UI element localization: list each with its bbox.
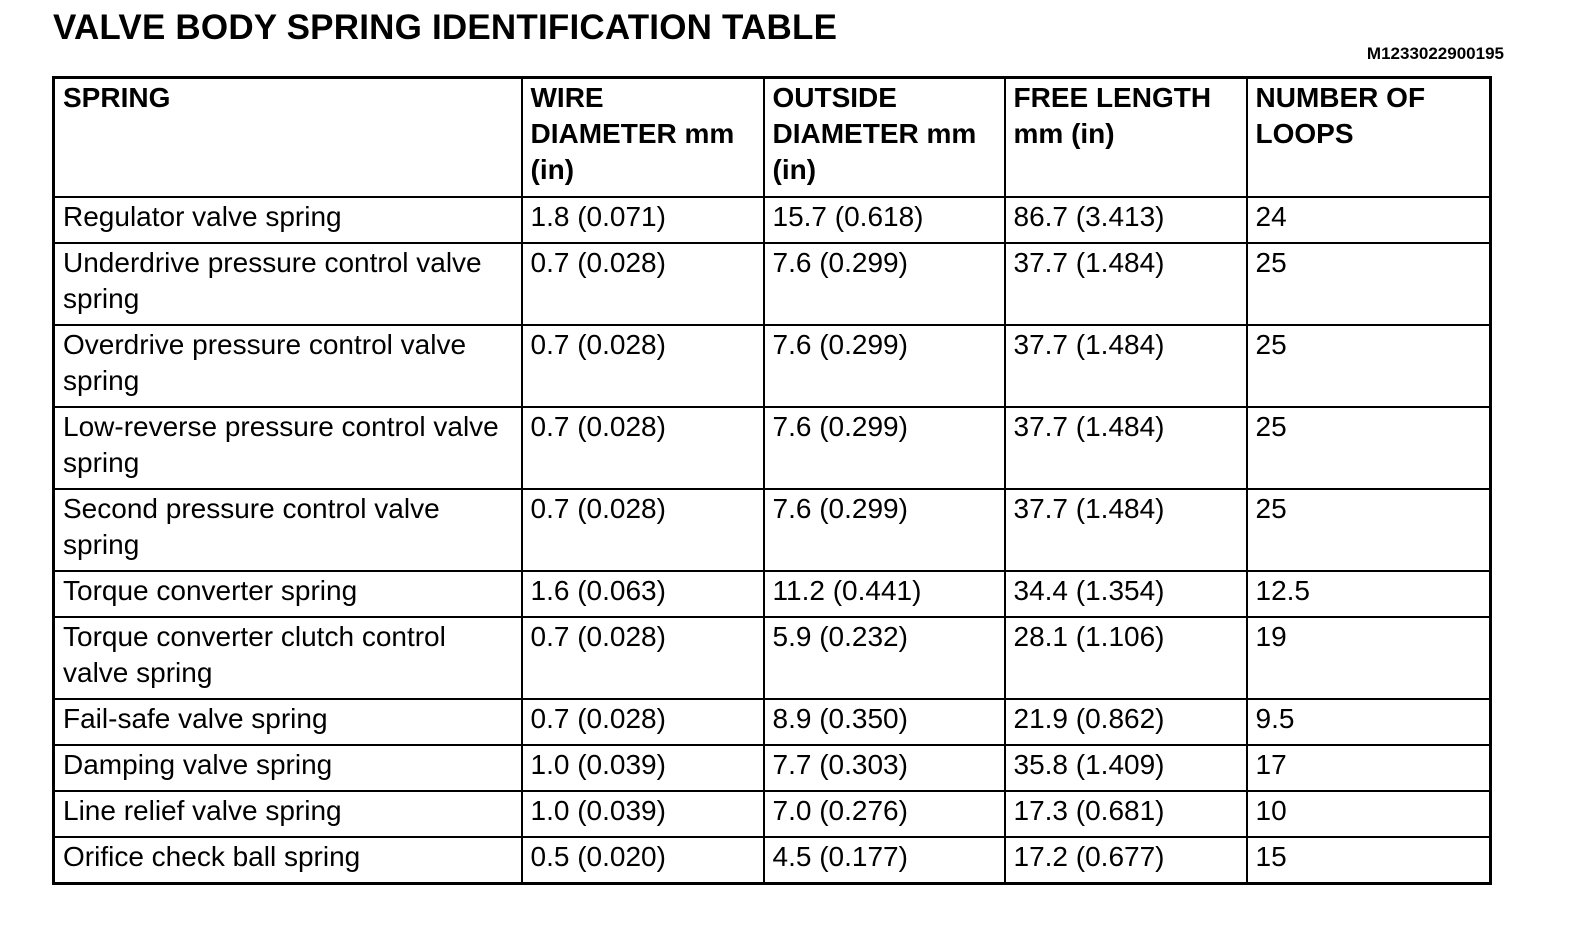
cell-spring: Orifice check ball spring (54, 837, 522, 884)
cell-number-of-loops: 25 (1247, 243, 1491, 325)
header-row (54, 78, 1491, 198)
cell-wire-diameter: 0.7 (0.028) (522, 489, 764, 571)
table-row (54, 791, 1491, 837)
table-row (54, 745, 1491, 791)
cell-outside-diameter: 8.9 (0.350) (764, 699, 1005, 745)
cell-free-length: 37.7 (1.484) (1005, 407, 1247, 489)
cell-spring: Underdrive pressure control valve spring (54, 243, 522, 325)
table-row (54, 325, 1491, 407)
cell-wire-diameter: 0.7 (0.028) (522, 243, 764, 325)
header-free-length: FREE LENGTH mm (in) (1005, 78, 1247, 198)
cell-outside-diameter: 15.7 (0.618) (764, 197, 1005, 243)
page-title: VALVE BODY SPRING IDENTIFICATION TABLE (53, 8, 838, 47)
table-row (54, 197, 1491, 243)
header-outside-diameter: OUTSIDE DIAMETER mm (in) (764, 78, 1005, 198)
table-header (54, 78, 1491, 198)
cell-free-length: 28.1 (1.106) (1005, 617, 1247, 699)
cell-wire-diameter: 0.7 (0.028) (522, 325, 764, 407)
cell-outside-diameter: 4.5 (0.177) (764, 837, 1005, 884)
cell-outside-diameter: 7.6 (0.299) (764, 325, 1005, 407)
cell-free-length: 37.7 (1.484) (1005, 243, 1247, 325)
cell-number-of-loops: 19 (1247, 617, 1491, 699)
cell-number-of-loops: 9.5 (1247, 699, 1491, 745)
cell-number-of-loops: 25 (1247, 325, 1491, 407)
cell-free-length: 17.3 (0.681) (1005, 791, 1247, 837)
figure-id: M1233022900195 (1366, 44, 1504, 63)
cell-number-of-loops: 12.5 (1247, 571, 1491, 617)
cell-number-of-loops: 10 (1247, 791, 1491, 837)
cell-outside-diameter: 7.6 (0.299) (764, 489, 1005, 571)
cell-wire-diameter: 1.0 (0.039) (522, 791, 764, 837)
cell-wire-diameter: 0.7 (0.028) (522, 407, 764, 489)
header-spring: SPRING (54, 78, 522, 198)
cell-number-of-loops: 24 (1247, 197, 1491, 243)
cell-spring: Torque converter spring (54, 571, 522, 617)
cell-outside-diameter: 7.6 (0.299) (764, 407, 1005, 489)
table-row (54, 571, 1491, 617)
table-body (54, 197, 1491, 884)
cell-number-of-loops: 25 (1247, 489, 1491, 571)
cell-outside-diameter: 7.7 (0.303) (764, 745, 1005, 791)
table-row (54, 617, 1491, 699)
header-number-of-loops: NUMBER OF LOOPS (1247, 78, 1491, 198)
cell-free-length: 21.9 (0.862) (1005, 699, 1247, 745)
cell-spring: Low-reverse pressure control valve spring (54, 407, 522, 489)
cell-number-of-loops: 17 (1247, 745, 1491, 791)
cell-wire-diameter: 0.5 (0.020) (522, 837, 764, 884)
cell-wire-diameter: 1.0 (0.039) (522, 745, 764, 791)
table-row (54, 699, 1491, 745)
cell-outside-diameter: 7.6 (0.299) (764, 243, 1005, 325)
cell-free-length: 37.7 (1.484) (1005, 325, 1247, 407)
cell-spring: Torque converter clutch control valve spring (54, 617, 522, 699)
spring-identification-table (52, 76, 1492, 885)
table-row (54, 489, 1491, 571)
cell-free-length: 35.8 (1.409) (1005, 745, 1247, 791)
cell-wire-diameter: 1.6 (0.063) (522, 571, 764, 617)
cell-outside-diameter: 5.9 (0.232) (764, 617, 1005, 699)
cell-spring: Fail-safe valve spring (54, 699, 522, 745)
table-row (54, 407, 1491, 489)
cell-spring: Damping valve spring (54, 745, 522, 791)
cell-outside-diameter: 7.0 (0.276) (764, 791, 1005, 837)
cell-spring: Line relief valve spring (54, 791, 522, 837)
cell-free-length: 86.7 (3.413) (1005, 197, 1247, 243)
cell-free-length: 37.7 (1.484) (1005, 489, 1247, 571)
cell-spring: Regulator valve spring (54, 197, 522, 243)
cell-free-length: 34.4 (1.354) (1005, 571, 1247, 617)
cell-spring: Second pressure control valve spring (54, 489, 522, 571)
cell-number-of-loops: 15 (1247, 837, 1491, 884)
cell-outside-diameter: 11.2 (0.441) (764, 571, 1005, 617)
table-row (54, 243, 1491, 325)
cell-wire-diameter: 1.8 (0.071) (522, 197, 764, 243)
cell-number-of-loops: 25 (1247, 407, 1491, 489)
cell-wire-diameter: 0.7 (0.028) (522, 617, 764, 699)
header-wire-diameter: WIRE DIAMETER mm (in) (522, 78, 764, 198)
cell-spring: Overdrive pressure control valve spring (54, 325, 522, 407)
cell-free-length: 17.2 (0.677) (1005, 837, 1247, 884)
cell-wire-diameter: 0.7 (0.028) (522, 699, 764, 745)
table-row (54, 837, 1491, 884)
